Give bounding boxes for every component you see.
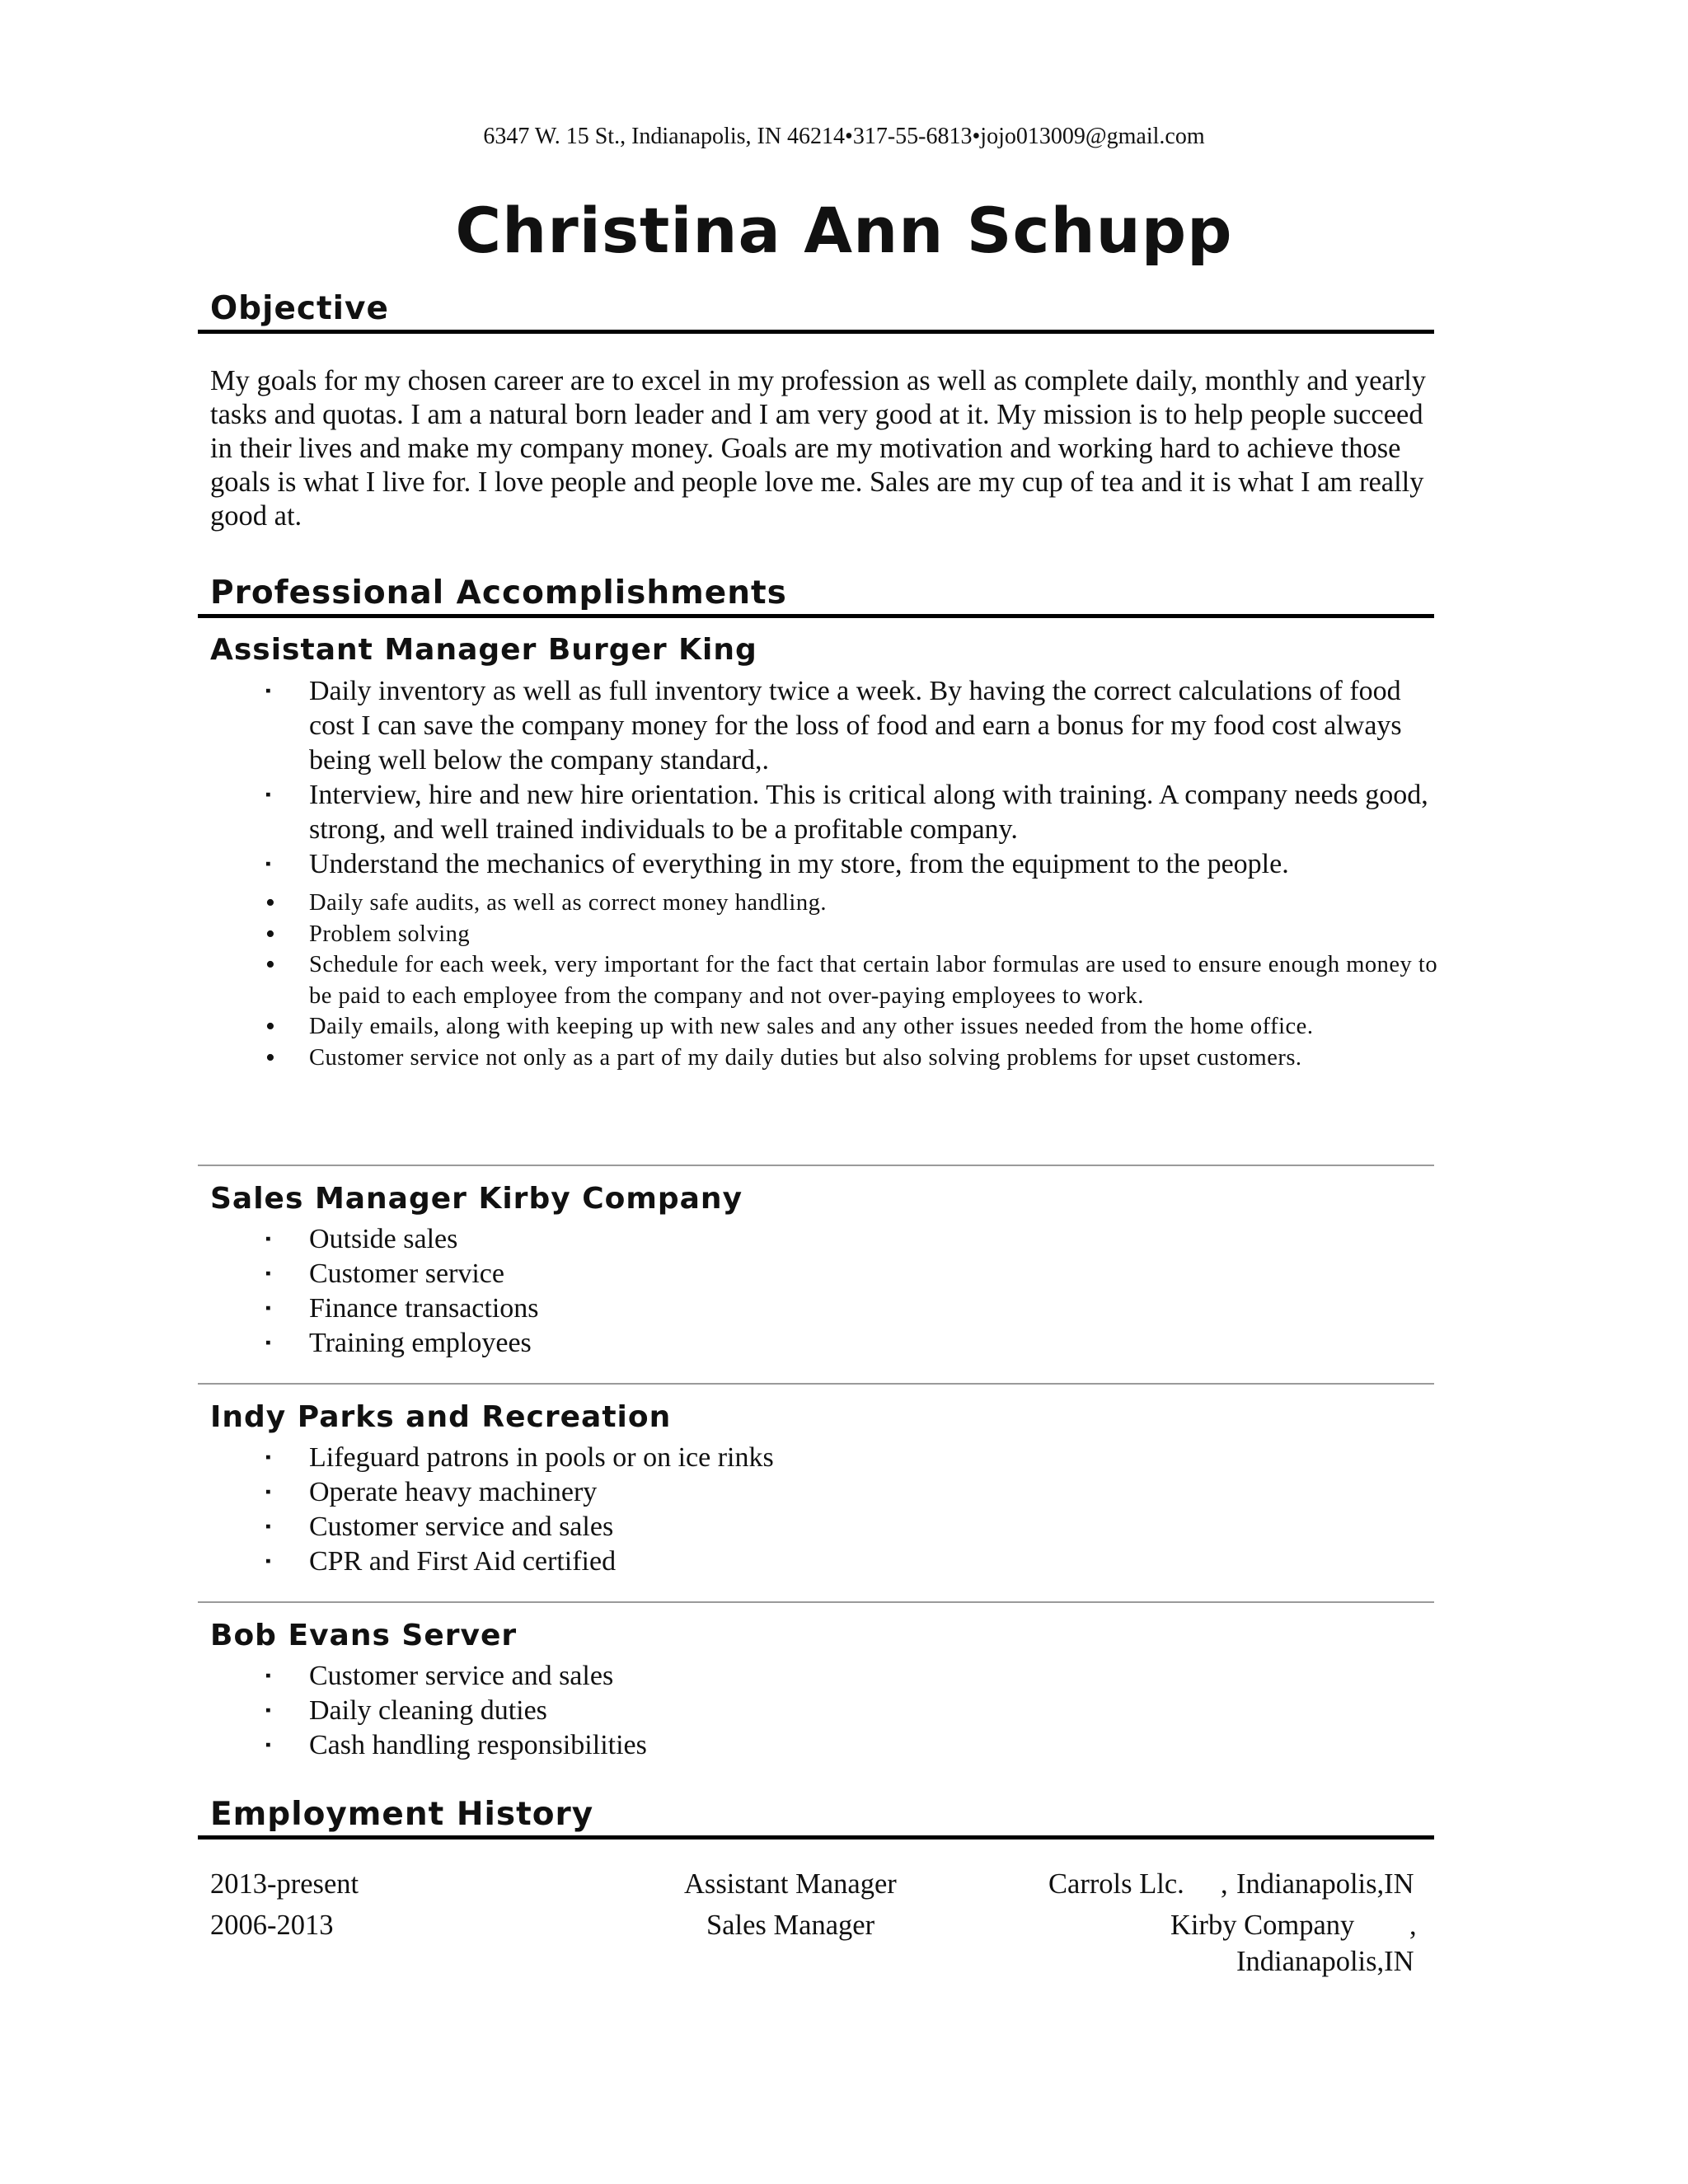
list-item [210, 1510, 1438, 1544]
round-bullet-icon: • [265, 1042, 276, 1073]
burger-king-square-list [210, 674, 1438, 882]
employment-separator: , [1409, 1910, 1417, 1941]
list-item-text: Cash handling responsibilities [309, 1730, 647, 1760]
bob-evans-title: Bob Evans Server [210, 1619, 518, 1652]
burger-king-round-list [210, 888, 1438, 1073]
employment-company: Carrols Llc. [1048, 1868, 1184, 1900]
list-item-text: Training employees [309, 1328, 532, 1358]
list-item-text: Operate heavy machinery [309, 1477, 598, 1507]
list-item-text: Problem solving [309, 921, 471, 947]
employment-position: Assistant Manager [684, 1868, 897, 1900]
list-item-text: Customer service and sales [309, 1661, 614, 1691]
section-divider [198, 1601, 1434, 1603]
list-item [210, 1291, 1438, 1326]
kirby-list [210, 1222, 1438, 1361]
list-item [210, 1011, 1438, 1043]
employment-years: 2013-present [210, 1868, 359, 1900]
round-bullet-icon: • [265, 1011, 276, 1042]
square-bullet-icon: ▪ [265, 1230, 271, 1248]
square-bullet-icon: ▪ [265, 1667, 271, 1685]
square-bullet-icon: ▪ [265, 1449, 271, 1466]
burger-king-title: Assistant Manager Burger King [210, 633, 757, 667]
list-item-text: Outside sales [309, 1224, 458, 1254]
employment-position: Sales Manager [706, 1910, 875, 1941]
list-item-text: Daily safe audits, as well as correct money handling. [309, 890, 827, 916]
list-item-text: Daily inventory as well as full inventory twice a week. By having the correct calculations of food cost I can save the company money for the loss of food and earn a bonus for my food cost always being well below the company standard,. [309, 676, 1402, 776]
square-bullet-icon: ▪ [265, 786, 271, 804]
employment-location: Indianapolis,IN [1236, 1946, 1414, 1977]
list-item-text: Daily emails, along with keeping up with new sales and any other issues needed from the home office. [309, 1014, 1314, 1039]
employment-years: 2006-2013 [210, 1910, 334, 1941]
square-bullet-icon: ▪ [265, 1265, 271, 1282]
employment-separator: , [1221, 1868, 1228, 1900]
list-item [210, 1475, 1438, 1510]
objective-text: My goals for my chosen career are to excel in my profession as well as complete daily, monthly and yearly tasks and quotas. I am a natural born leader and I am very good at it. My mission is to help people succeed in their lives and make my company money. Goals are my motivation and working hard to achieve those goals is what I live for. I love people and people love me. Sales are my cup of tea and it is what I am really good at. [210, 365, 1427, 532]
contact-line: 6347 W. 15 St., Indianapolis, IN 46214•317-55-6813•jojo013009@gmail.com [483, 124, 1205, 149]
list-item [210, 1257, 1438, 1291]
list-item [210, 1326, 1438, 1361]
list-item [210, 1222, 1438, 1257]
square-bullet-icon: ▪ [265, 1334, 271, 1352]
square-bullet-icon: ▪ [265, 1553, 271, 1570]
section-divider [198, 1383, 1434, 1385]
indy-parks-list [210, 1441, 1438, 1579]
list-item [210, 847, 1438, 882]
square-bullet-icon: ▪ [265, 1300, 271, 1317]
square-bullet-icon: ▪ [265, 1736, 271, 1754]
list-item [210, 1544, 1438, 1579]
list-item [210, 1043, 1438, 1074]
list-item [210, 919, 1438, 950]
list-item-text: Customer service not only as a part of my daily duties but also solving problems for upset customers. [309, 1044, 1302, 1071]
list-item [210, 1728, 1438, 1763]
objective-rule [198, 330, 1434, 334]
list-item-text: Schedule for each week, very important for the fact that certain labor formulas are used to ensure enough money to be paid to each employee from the company and not over-paying employees to work. [309, 952, 1438, 1009]
objective-heading: Objective [210, 290, 389, 327]
list-item [210, 1694, 1438, 1728]
employment-heading: Employment History [210, 1796, 594, 1833]
employment-company: Kirby Company [1170, 1910, 1355, 1941]
list-item-text: Customer service [309, 1258, 504, 1289]
indy-parks-title: Indy Parks and Recreation [210, 1400, 672, 1434]
list-item-text: Finance transactions [309, 1293, 539, 1324]
round-bullet-icon: • [265, 949, 276, 980]
accomplishments-rule [198, 614, 1434, 618]
employment-rule [198, 1835, 1434, 1840]
square-bullet-icon: ▪ [265, 682, 271, 700]
round-bullet-icon: • [265, 888, 276, 918]
round-bullet-icon: • [265, 918, 276, 949]
list-item-text: Understand the mechanics of everything in my store, from the equipment to the people. [309, 849, 1289, 879]
square-bullet-icon: ▪ [265, 1518, 271, 1535]
page-title: Christina Ann Schupp [455, 194, 1233, 267]
list-item [210, 949, 1438, 1011]
square-bullet-icon: ▪ [265, 1483, 271, 1501]
bob-evans-list [210, 1659, 1438, 1763]
list-item-text: Interview, hire and new hire orientation. This is critical along with training. A company needs good, strong, and well trained individuals to be a profitable company. [309, 780, 1428, 845]
square-bullet-icon: ▪ [265, 855, 271, 873]
list-item [210, 778, 1438, 847]
section-divider [198, 1165, 1434, 1166]
list-item [210, 674, 1438, 778]
list-item [210, 1441, 1438, 1475]
list-item-text: Daily cleaning duties [309, 1695, 547, 1726]
list-item [210, 1659, 1438, 1694]
list-item [210, 888, 1438, 919]
square-bullet-icon: ▪ [265, 1702, 271, 1719]
employment-location: Indianapolis,IN [1236, 1868, 1414, 1900]
list-item-text: CPR and First Aid certified [309, 1546, 617, 1577]
accomplishments-heading: Professional Accomplishments [210, 574, 787, 612]
kirby-title: Sales Manager Kirby Company [210, 1182, 743, 1216]
list-item-text: Lifeguard patrons in pools or on ice rinks [309, 1442, 774, 1473]
list-item-text: Customer service and sales [309, 1511, 614, 1542]
